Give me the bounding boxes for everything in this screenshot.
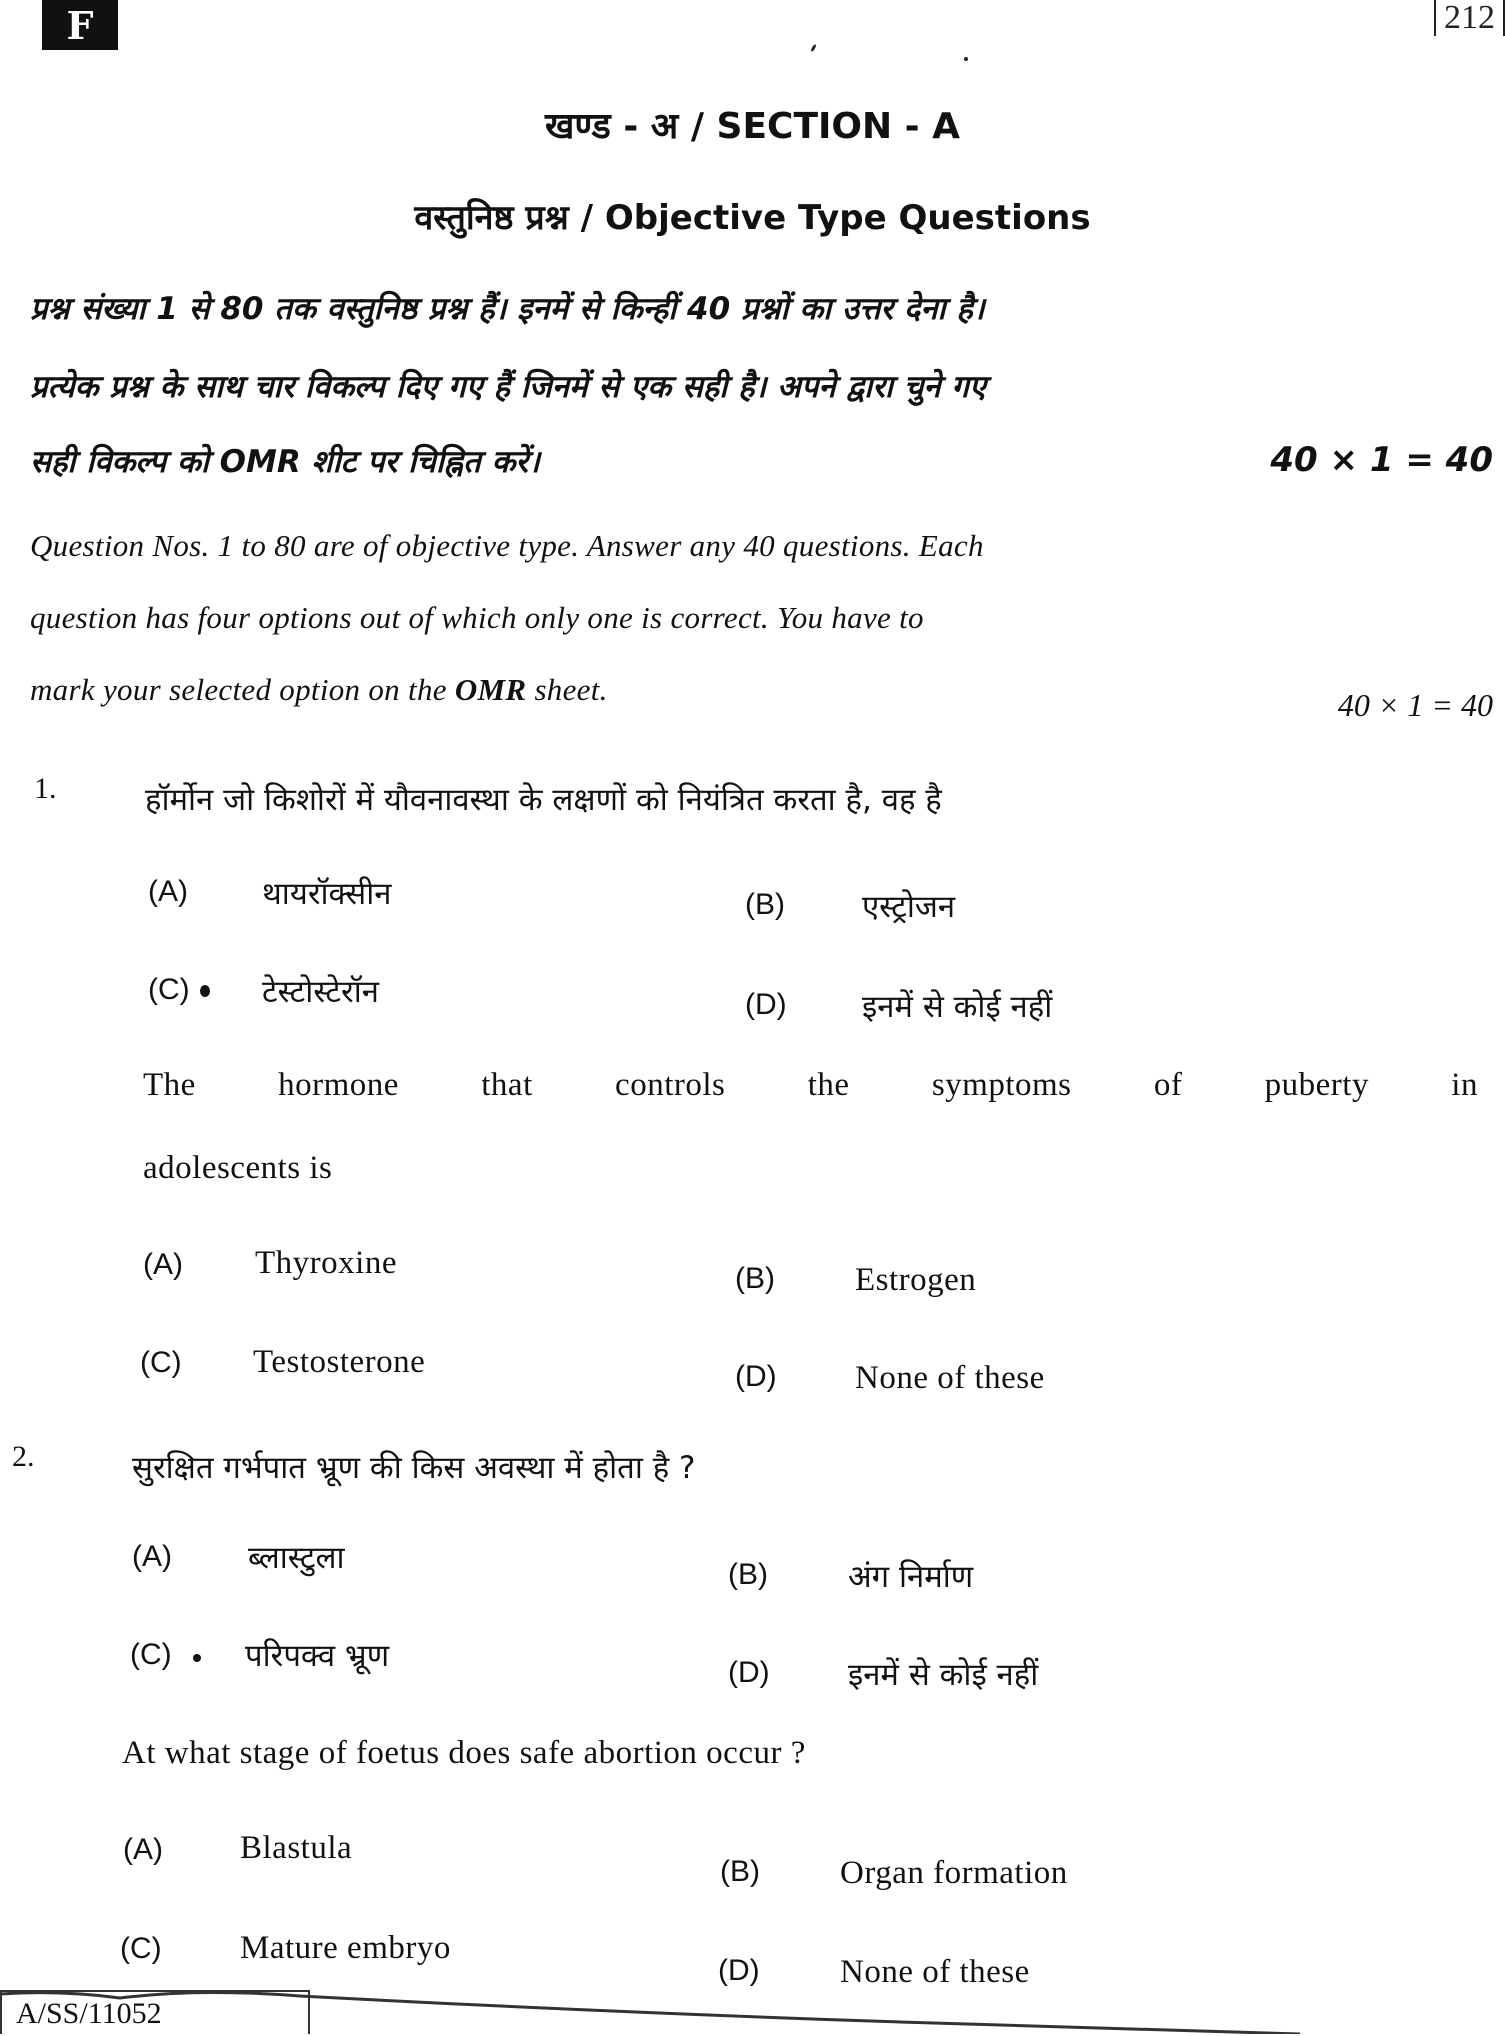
option-label: (C)	[130, 1638, 172, 1671]
word: controls	[615, 1067, 726, 1103]
option-text-english: Thyroxine	[255, 1245, 397, 1281]
section-subtitle: वस्तुनिष्ठ प्रश्न / Objective Type Questions	[414, 198, 1091, 238]
english-instruction-line-1: Question Nos. 1 to 80 are of objective type. Answer any 40 questions. Each	[30, 528, 984, 563]
option-label: (A)	[143, 1248, 183, 1281]
page-number: 212	[1434, 0, 1505, 36]
option-label: (D)	[718, 1954, 760, 1987]
option-label: (B)	[720, 1855, 760, 1888]
pen-mark	[193, 1654, 201, 1662]
word: of	[1153, 1067, 1183, 1103]
question-text-english-line-1	[143, 1067, 1478, 1104]
hindi-instruction-line-1: प्रश्न संख्या 1 से 80 तक वस्तुनिष्ठ प्रश्न हैं। इनमें से किन्हीं 40 प्रश्नों का उत्तर देना है।	[30, 291, 985, 327]
option-text-hindi: इनमें से कोई नहीं	[862, 989, 1053, 1025]
option-label: (C)	[148, 973, 190, 1006]
english-instruction-line-3	[30, 672, 1030, 708]
section-title: खण्ड - अ / SECTION - A	[544, 106, 961, 147]
question-number: 1.	[34, 772, 57, 805]
question-text-hindi: सुरक्षित गर्भपात भ्रूण की किस अवस्था में होता है ?	[132, 1450, 696, 1486]
instruction-text: sheet.	[526, 672, 608, 707]
option-text-english: None of these	[855, 1360, 1045, 1396]
hindi-marks: 40 × 1 = 40	[1270, 440, 1493, 480]
word: symptoms	[931, 1067, 1072, 1103]
question-text-english-line-2: adolescents is	[143, 1150, 333, 1186]
word: that	[481, 1067, 533, 1103]
option-label: (D)	[735, 1360, 777, 1393]
instruction-text: mark your selected option on the	[30, 672, 455, 707]
word: the	[807, 1067, 850, 1103]
option-text-hindi: इनमें से कोई नहीं	[848, 1657, 1039, 1693]
option-label: (D)	[745, 988, 787, 1021]
english-instruction-line-2: question has four options out of which only one is correct. You have to	[30, 600, 924, 635]
option-text-hindi: टेस्टोस्टेरॉन	[262, 974, 379, 1010]
option-label: (B)	[728, 1558, 768, 1591]
option-label: (A)	[123, 1833, 163, 1866]
word: in	[1451, 1067, 1478, 1103]
option-text-english: Blastula	[240, 1830, 353, 1866]
english-marks: 40 × 1 = 40	[1337, 687, 1493, 723]
paper-code: A/SS/11052	[0, 1990, 310, 2034]
option-text-hindi: ब्लास्टुला	[248, 1540, 345, 1576]
option-label: (A)	[148, 875, 188, 908]
word: The	[143, 1067, 196, 1103]
option-label: (A)	[132, 1540, 172, 1573]
option-text-english: Estrogen	[855, 1262, 977, 1298]
option-text-english: Mature embryo	[240, 1930, 451, 1966]
set-code-badge	[42, 0, 118, 50]
set-code: F	[66, 2, 94, 48]
omr-bold-text: OMR	[454, 672, 527, 707]
question-text-hindi: हॉर्मोन जो किशोरों में यौवनावस्था के लक्षणों को नियंत्रित करता है, वह है	[145, 782, 942, 818]
option-text-english: Testosterone	[253, 1344, 426, 1380]
question-number: 2.	[12, 1440, 35, 1473]
option-text-english: None of these	[840, 1954, 1030, 1990]
option-label: (D)	[728, 1656, 770, 1689]
option-text-english: Organ formation	[840, 1855, 1068, 1891]
scan-speck	[964, 57, 968, 61]
option-label: (C)	[140, 1346, 182, 1379]
word: hormone	[278, 1067, 399, 1103]
option-text-hindi: थायरॉक्सीन	[262, 876, 392, 912]
pen-mark	[200, 985, 210, 997]
option-label: (C)	[120, 1932, 162, 1965]
hindi-instruction-line-2: प्रत्येक प्रश्न के साथ चार विकल्प दिए गए हैं जिनमें से एक सही है। अपने द्वारा चुने गए	[30, 369, 986, 405]
option-label: (B)	[735, 1262, 775, 1295]
scan-speck	[810, 44, 817, 52]
option-text-hindi: परिपक्व भ्रूण	[245, 1638, 390, 1674]
word: puberty	[1264, 1067, 1369, 1103]
hindi-instruction-line-3: सही विकल्प को OMR शीट पर चिह्नित करें।	[30, 444, 540, 480]
option-text-hindi: अंग निर्माण	[848, 1559, 974, 1595]
question-text-english: At what stage of foetus does safe abortion occur ?	[122, 1735, 806, 1771]
option-text-hindi: एस्ट्रोजन	[862, 889, 956, 925]
option-label: (B)	[745, 888, 785, 921]
